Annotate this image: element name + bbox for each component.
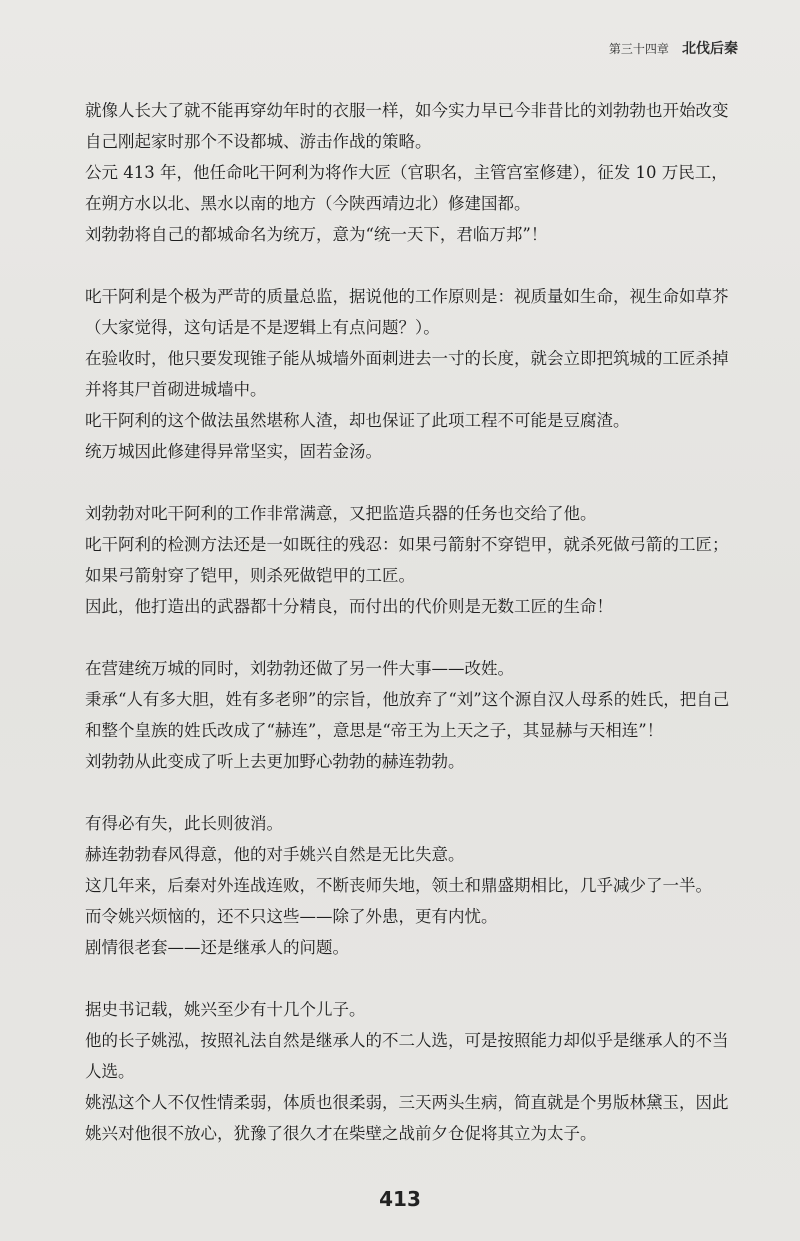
paragraph: 秉承“人有多大胆，姓有多老卵”的宗旨，他放弃了“刘”这个源自汉人母系的姓氏，把自己和整个皇族的姓氏改成了“赫连”，意思是“帝王为上天之子，其显赫与天相连”！ (85, 690, 730, 740)
section-gap (85, 467, 740, 498)
paragraph: 刘勃勃从此变成了听上去更加野心勃勃的赫连勃勃。 (85, 752, 465, 771)
paragraph: 刘勃勃对叱干阿利的工作非常满意，又把监造兵器的任务也交给了他。 (85, 504, 597, 523)
paragraph: 因此，他打造出的武器都十分精良，而付出的代价则是无数工匠的生命！ (85, 597, 613, 616)
paragraph: 他的长子姚泓，按照礼法自然是继承人的不二人选，可是按照能力却似乎是继承人的不当人选。 (85, 1031, 729, 1081)
running-header (609, 38, 738, 58)
paragraph: 赫连勃勃春风得意，他的对手姚兴自然是无比失意。 (85, 845, 465, 864)
page-number: 413 (379, 1187, 421, 1211)
section-gap (85, 963, 740, 994)
paragraph: 有得必有失，此长则彼消。 (85, 814, 283, 833)
paragraph: 就像人长大了就不能再穿幼年时的衣服一样，如今实力早已今非昔比的刘勃勃也开始改变自己刚起家时那个不设都城、游击作战的策略。 (85, 101, 729, 151)
paragraph: 统万城因此修建得异常坚实，固若金汤。 (85, 442, 382, 461)
section-gap (85, 622, 740, 653)
paragraph: 叱干阿利是个极为严苛的质量总监，据说他的工作原则是：视质量如生命，视生命如草芥（大家觉得，这句话是不是逻辑上有点问题？）。 (85, 287, 729, 337)
paragraph: 而令姚兴烦恼的，还不只这些——除了外患，更有内忧。 (85, 907, 498, 926)
chapter-title: 北伐后秦 (682, 41, 738, 57)
paragraph: 据史书记载，姚兴至少有十几个儿子。 (85, 1000, 366, 1019)
body-text (85, 95, 740, 1149)
paragraph: 公元 413 年，他任命叱干阿利为将作大匠（官职名，主管宫室修建），征发 10 万民工，在朔方水以北、黑水以南的地方（今陕西靖边北）修建国都。 (85, 163, 728, 213)
paragraph: 姚泓这个人不仅性情柔弱，体质也很柔弱，三天两头生病，简直就是个男版林黛玉，因此姚兴对他很不放心，犹豫了很久才在柴壁之战前夕仓促将其立为太子。 (85, 1093, 729, 1143)
paragraph: 刘勃勃将自己的都城命名为统万，意为“统一天下，君临万邦”！ (85, 225, 548, 244)
chapter-number: 第三十四章 (608, 42, 669, 56)
paragraph: 叱干阿利的这个做法虽然堪称人渣，却也保证了此项工程不可能是豆腐渣。 (85, 411, 630, 430)
paragraph: 在验收时，他只要发现锥子能从城墙外面刺进去一寸的长度，就会立即把筑城的工匠杀掉并将其尸首砌进城墙中。 (85, 349, 729, 399)
paragraph: 剧情很老套——还是继承人的问题。 (85, 938, 349, 957)
paragraph: 叱干阿利的检测方法还是一如既往的残忍：如果弓箭射不穿铠甲，就杀死做弓箭的工匠；如果弓箭射穿了铠甲，则杀死做铠甲的工匠。 (85, 535, 729, 585)
section-gap (85, 777, 740, 808)
section-gap (85, 250, 740, 281)
paragraph: 在营建统万城的同时，刘勃勃还做了另一件大事——改姓。 (85, 659, 514, 678)
paragraph: 这几年来，后秦对外连战连败，不断丧师失地，领土和鼎盛期相比，几乎减少了一半。 (85, 876, 712, 895)
